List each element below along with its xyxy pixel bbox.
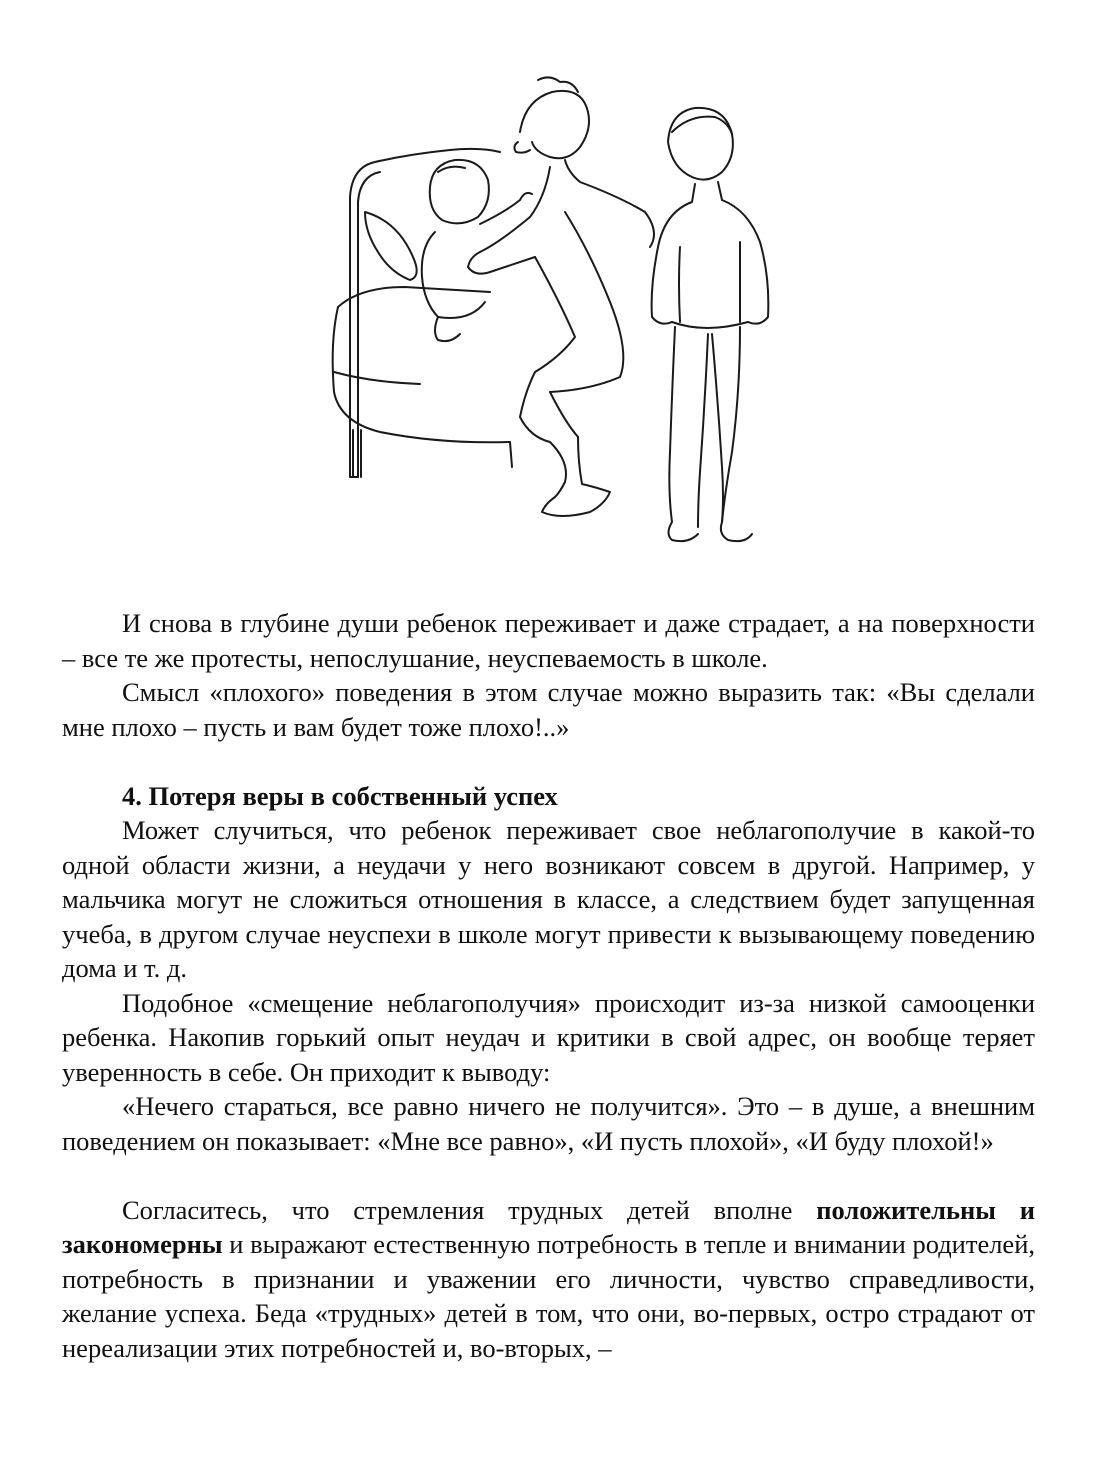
paragraph-6-start: Согласитесь, что стремления трудных детей вполне — [122, 1194, 817, 1225]
paragraph-2: Смысл «плохого» поведения в этом случае можно выразить так: «Вы сделали мне плохо – пусть и вам будет тоже плохо!..» — [62, 677, 1035, 742]
paragraph-3: Может случиться, что ребенок переживает свое неблагополучие в какой-то одной области жизни, а неудачи у него возникают совсем в другой. Например, у мальчика могут не сложиться отношения в классе, а следствием будет запущенная учеба, в другом случае неуспехи в школе могут привести к вызывающему поведению дома и т. д. — [62, 815, 1035, 983]
section-heading: 4. Потеря веры в собственный успех — [122, 780, 558, 811]
text-block — [62, 606, 1035, 1365]
paragraph-1: И снова в глубине души ребенок переживает и даже страдает, а на поверхности – все те же протесты, непослушание, неуспеваемость в школе. — [62, 608, 1035, 673]
paragraph-6-end: и выражают естественную потребность в тепле и внимании родителей, потребность в признании и уважении его личности, чувство справедливости, желание успеха. Беда «трудных» детей в том, что они, во-первых, остро страдают от нереализации этих потребностей и, во-вторых, – — [62, 1229, 1035, 1363]
paragraph-6-bold: положительны и закономерны — [62, 1194, 1035, 1259]
paragraph-5: «Нечего стараться, все равно ничего не получится». Это – в душе, а внешним поведением он показывает: «Мне все равно», «И пусть плохой», «И буду плохой!» — [62, 1091, 1035, 1156]
paragraph-4: Подобное «смещение неблагополучия» происходит из-за низкой самооценки ребенка. Накопив горький опыт неудач и критики в свой адрес, он вообще теряет уверенность в себе. Он приходит к выводу: — [62, 987, 1035, 1087]
spacer — [62, 744, 1035, 779]
spacer — [62, 1158, 1035, 1193]
illustration — [320, 72, 790, 562]
paragraph-6 — [62, 1193, 1035, 1366]
